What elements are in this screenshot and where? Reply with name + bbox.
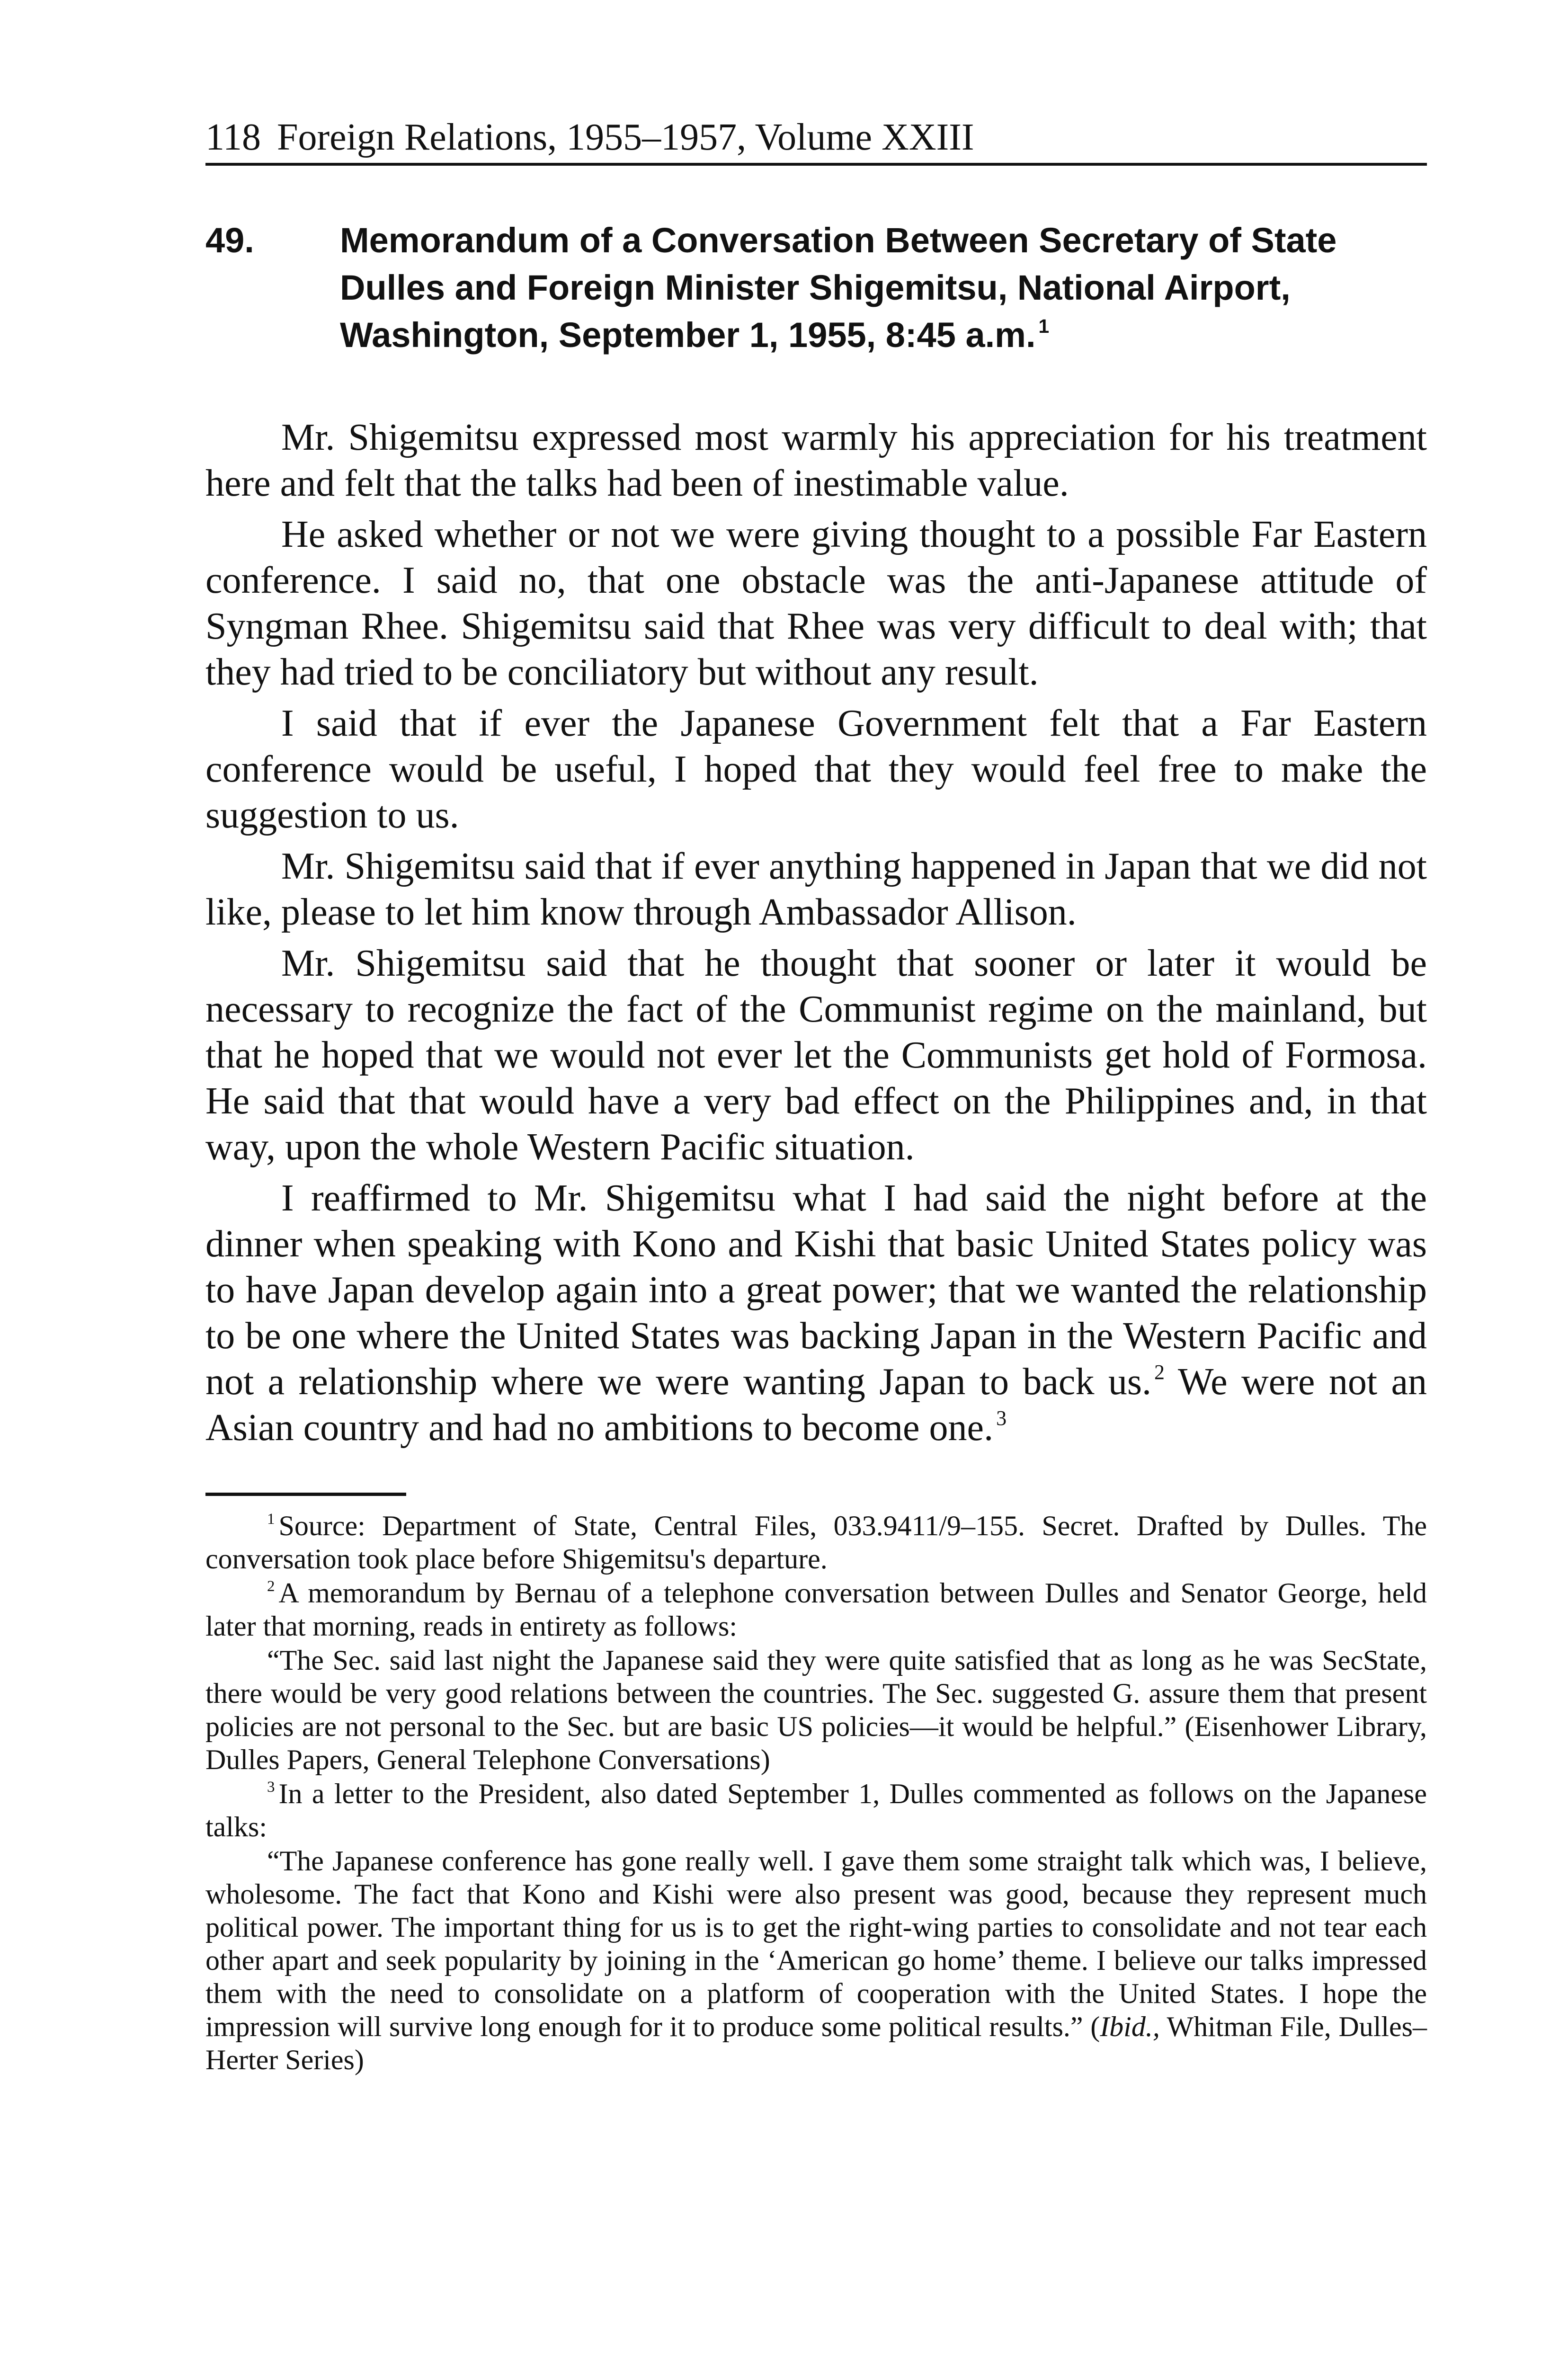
footnote-ref-1[interactable]: 1 [1038, 315, 1050, 338]
volume-title: Foreign Relations, 1955–1957, Volume XXIII [277, 116, 974, 158]
body-paragraph: Mr. Shigemitsu expressed most warmly his appreciation for his treatment here and felt that the talks had been of inestimable value. [205, 417, 1427, 504]
body-paragraph: Mr. Shigemitsu said that he thought that sooner or later it would be necessary to recognize the fact of the Communist regime on the mainland, but that he hoped that we would not ever let the Communists get hold of Formosa. He said that that would have a very bad effect on the Philippines and, in that way, upon the whole Western Pacific situation. [205, 943, 1427, 1168]
footnote-divider [205, 1493, 406, 1496]
footnote-text: In a letter to the President, also dated September 1, Dulles commented as follows on the Japanese talks: [205, 1778, 1427, 1842]
document-title-text: Memorandum of a Conversation Between Secretary of State Dulles and Foreign Minister Shigemitsu, National Airport, Washington, September 1, 1955, 8:45 a.m. [340, 221, 1337, 355]
body-text-segment: I reaffirmed to Mr. Shigemitsu what I had said the night before at the dinner when speaking with Kono and Kishi that basic United States policy was to have Japan develop again into a great power; that we wanted the relationship to be one where the United States was backing Japan in the Western Pacific and not a relationship where we were wanting Japan to back us. [205, 1177, 1427, 1403]
document-title [340, 217, 1427, 359]
page-number: 118 [205, 116, 261, 158]
footnotes [205, 1509, 1427, 2076]
footnote-3-quote [205, 1844, 1427, 2076]
ibid-citation: Ibid., [1100, 2011, 1160, 2042]
body-text-segment: We were not an Asian country and had no ambitions to become one. [205, 1361, 1427, 1449]
footnote-ref-3[interactable]: 3 [996, 1406, 1007, 1430]
footnote-2-quote: “The Sec. said last night the Japanese said they were quite satisfied that as long as he was SecState, there would be very good relations between the countries. The Sec. suggested G. assure them that present policies are not personal to the Sec. but are basic US policies—it would be helpful.” (Eisenhower Library, Dulles Papers, General Telephone Conversations) [205, 1645, 1427, 1775]
footnote-ref-2[interactable]: 2 [1154, 1360, 1165, 1384]
footnote-mark: 2 [267, 1577, 275, 1595]
body-paragraph: Mr. Shigemitsu said that if ever anything happened in Japan that we did not like, please to let him know through Ambassador Allison. [205, 845, 1427, 933]
footnote-mark: 3 [267, 1778, 275, 1796]
document-number: 49. [205, 221, 254, 260]
memorandum-body [205, 415, 1427, 1451]
footnote-quote-text: “The Japanese conference has gone really well. I gave them some straight talk which was, I believe, wholesome. The fact that Kono and Kishi were also present was good, because they represent much political power. The important thing for us is to get the right-wing parties to consolidate and not tear each other apart and seek popularity by joining in the ‘American go home’ theme. I believe our talks impressed them with the need to consolidate on a platform of cooperation with the United States. I hope the impression will survive long enough for it to produce some political results.” ( [205, 1845, 1427, 2042]
running-head [205, 114, 1427, 166]
body-paragraph: He asked whether or not we were giving thought to a possible Far Eastern conference. I said no, that one obstacle was the anti-Japanese attitude of Syngman Rhee. Shigemitsu said that Rhee was very difficult to deal with; that they had tried to be conciliatory but without any result. [205, 514, 1427, 693]
footnote-text: Source: Department of State, Central Files, 033.9411/9–155. Secret. Drafted by Dulles. The conversation took place before Shigemitsu's departure. [205, 1510, 1427, 1575]
body-paragraph: I said that if ever the Japanese Government felt that a Far Eastern conference would be useful, I hoped that they would feel free to make the suggestion to us. [205, 703, 1427, 836]
body-paragraph-last [205, 1175, 1427, 1451]
footnote-2 [205, 1576, 1427, 1643]
footnote-text: A memorandum by Bernau of a telephone conversation between Dulles and Senator George, held later that morning, reads in entirety as follows: [205, 1577, 1427, 1642]
footnote-3 [205, 1777, 1427, 1843]
document-page [205, 114, 1427, 2077]
footnote-1 [205, 1509, 1427, 1575]
document-heading [205, 217, 1427, 359]
footnote-mark: 1 [267, 1510, 275, 1528]
footnote-quote-end: Whitman File, Dulles–Herter Series) [205, 2011, 1427, 2075]
